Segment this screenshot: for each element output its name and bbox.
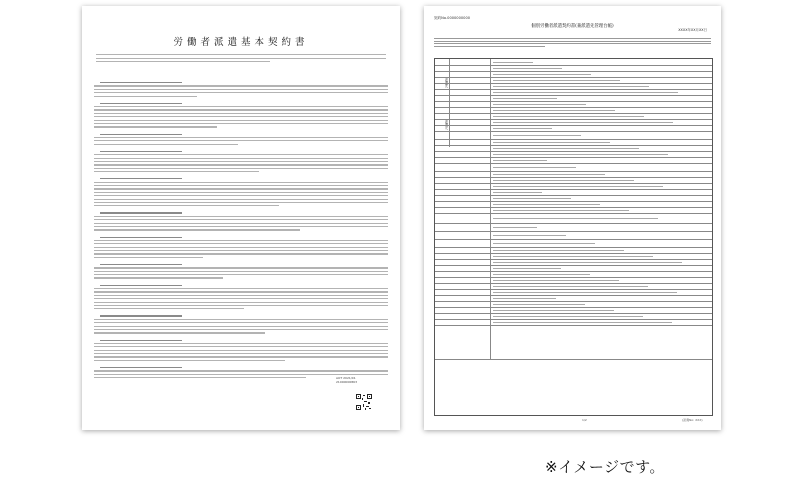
form-row <box>435 145 712 146</box>
form-value <box>493 74 591 75</box>
form-row <box>435 295 712 296</box>
form-row <box>435 213 712 214</box>
contract-section <box>94 315 388 333</box>
form-row <box>435 259 712 260</box>
column-divider <box>449 59 450 147</box>
form-row <box>435 189 712 190</box>
form-value <box>493 180 634 181</box>
form-value <box>493 98 557 99</box>
form-value <box>493 227 537 228</box>
form-value <box>493 262 682 263</box>
form-value <box>493 128 552 129</box>
form-row <box>435 89 712 90</box>
form-row <box>435 131 712 132</box>
contract-section <box>94 82 388 97</box>
form-row <box>435 307 712 308</box>
form-value <box>493 218 658 219</box>
form-row <box>435 253 712 254</box>
page-number: 1/2 <box>582 418 587 422</box>
form-value <box>493 316 643 317</box>
form-value <box>493 104 586 105</box>
form-row <box>435 151 712 152</box>
contract-section <box>94 264 388 279</box>
form-value <box>493 167 576 168</box>
form-value <box>493 160 547 161</box>
form-row <box>435 283 712 284</box>
document-title: 個別労働者派遣契約書(兼派遣先管理台帳) <box>531 24 614 29</box>
form-value <box>493 322 672 323</box>
contract-section <box>94 285 388 310</box>
remarks-area <box>435 359 712 416</box>
form-row <box>435 107 712 108</box>
form-value <box>493 154 668 155</box>
footer-reference: (派遣No: XXX) <box>682 418 703 422</box>
form-value <box>493 243 595 244</box>
document-title: 労働者派遣基本契約書 <box>173 37 309 48</box>
form-value <box>493 268 561 269</box>
form-value <box>493 122 673 123</box>
contract-body <box>94 76 388 380</box>
form-value <box>493 92 678 93</box>
form-row <box>435 277 712 278</box>
form-row <box>435 247 712 248</box>
form-value <box>493 62 533 63</box>
form-row <box>435 201 712 202</box>
form-row <box>435 231 712 232</box>
form-row <box>435 265 712 266</box>
form-row <box>435 163 712 164</box>
form-row <box>435 271 712 272</box>
form-row <box>435 177 712 178</box>
form-value <box>493 310 614 311</box>
form-value <box>493 110 615 111</box>
contract-section <box>94 134 388 145</box>
intro-paragraph <box>434 36 711 49</box>
form-value <box>493 256 653 257</box>
form-value <box>493 135 581 136</box>
contract-form-table <box>434 58 713 416</box>
form-value <box>493 292 677 293</box>
group-label-client: 派遣先 <box>444 78 448 88</box>
form-row <box>435 101 712 102</box>
form-value <box>493 298 556 299</box>
form-row <box>435 319 712 320</box>
contract-section <box>94 178 388 206</box>
form-row <box>435 183 712 184</box>
form-row <box>435 239 712 240</box>
image-caption: ※イメージです。 <box>545 458 665 476</box>
contract-section <box>94 103 388 128</box>
form-row <box>435 325 712 326</box>
form-value <box>493 198 571 199</box>
form-value <box>493 286 648 287</box>
contract-date: XXXX年XX月XX日 <box>678 28 707 32</box>
form-row <box>435 83 712 84</box>
form-row <box>435 171 712 172</box>
group-label-agency: 派遣元 <box>444 120 448 130</box>
form-value <box>493 210 629 211</box>
form-value <box>493 148 639 149</box>
form-value <box>493 304 585 305</box>
form-value <box>493 235 566 236</box>
form-value <box>493 274 590 275</box>
contract-section <box>94 237 388 258</box>
form-value <box>493 186 663 187</box>
form-value <box>493 142 610 143</box>
qr-caption: AOT 2021/01 21000000863 <box>336 376 357 384</box>
form-row <box>435 223 712 224</box>
form-row <box>435 119 712 120</box>
form-row <box>435 301 712 302</box>
basic-contract-document <box>82 6 400 430</box>
contract-section <box>94 340 388 361</box>
form-row <box>435 289 712 290</box>
form-row <box>435 95 712 96</box>
qr-code-icon <box>356 394 372 410</box>
form-row <box>435 113 712 114</box>
form-value <box>493 280 619 281</box>
form-value <box>493 68 562 69</box>
form-row <box>435 157 712 158</box>
form-value <box>493 86 649 87</box>
form-row <box>435 65 712 66</box>
contract-section <box>94 151 388 172</box>
column-divider <box>490 59 491 359</box>
form-row <box>435 139 712 140</box>
form-row <box>435 195 712 196</box>
contract-section <box>94 212 388 230</box>
individual-dispatch-contract-document <box>424 6 721 430</box>
form-value <box>493 250 624 251</box>
intro-paragraph <box>96 52 386 64</box>
form-row <box>435 125 712 126</box>
form-row <box>435 71 712 72</box>
form-value <box>493 204 600 205</box>
form-value <box>493 116 644 117</box>
form-row <box>435 207 712 208</box>
form-row <box>435 77 712 78</box>
form-row <box>435 313 712 314</box>
form-value <box>493 174 605 175</box>
form-value <box>493 192 542 193</box>
contract-number: 契約No.0000000000 <box>434 16 471 20</box>
form-value <box>493 80 620 81</box>
